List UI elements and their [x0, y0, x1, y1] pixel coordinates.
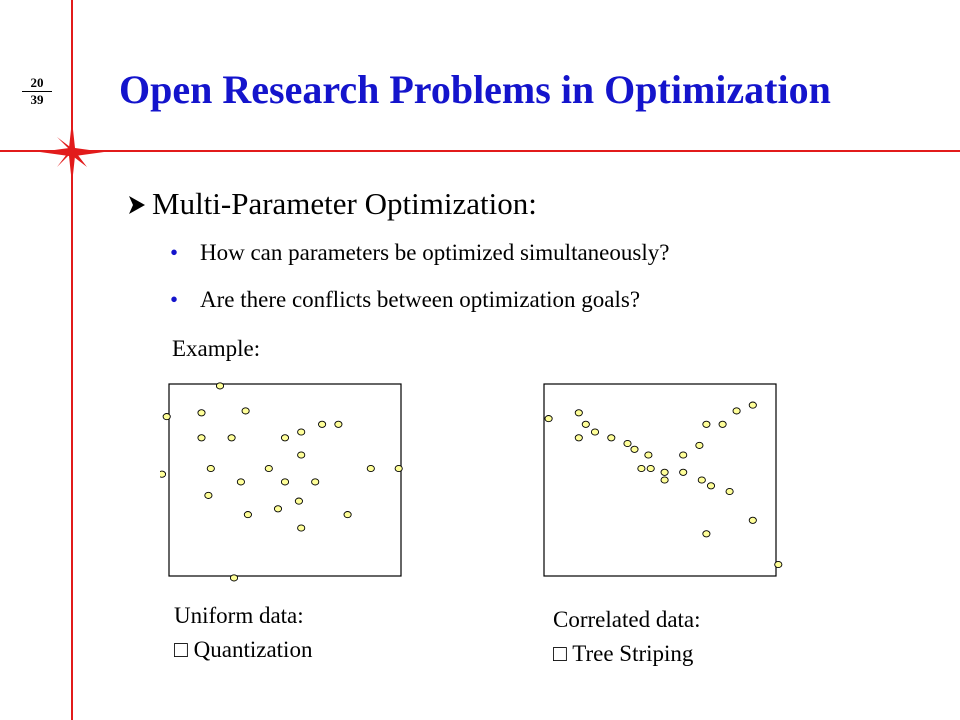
- data-point-9: [638, 465, 645, 471]
- data-point-10: [647, 465, 654, 471]
- data-point-3: [591, 429, 598, 435]
- data-point-13: [680, 452, 687, 458]
- data-point-12: [160, 471, 166, 477]
- data-point-7: [631, 446, 638, 452]
- data-point-17: [696, 442, 703, 448]
- sub-bullet-2: [170, 287, 640, 313]
- data-point-11: [661, 469, 668, 475]
- correlated-caption-line1: Correlated data:: [553, 607, 701, 632]
- data-point-25: [230, 575, 237, 581]
- data-point-18: [395, 465, 402, 471]
- main-bullet: [128, 186, 537, 222]
- data-point-19: [719, 421, 726, 427]
- data-point-17: [367, 465, 374, 471]
- data-point-25: [775, 561, 782, 567]
- data-point-3: [242, 408, 249, 414]
- data-point-24: [703, 531, 710, 537]
- data-point-15: [698, 477, 705, 483]
- data-point-21: [244, 512, 251, 518]
- data-point-0: [545, 416, 552, 422]
- correlated-caption-line2: □ Tree Striping: [553, 641, 694, 666]
- main-bullet-text: Multi-Parameter Optimization:: [152, 186, 537, 221]
- data-point-22: [726, 488, 733, 494]
- data-point-14: [680, 469, 687, 475]
- example-label: Example:: [172, 336, 261, 361]
- data-point-14: [237, 479, 244, 485]
- data-point-22: [274, 506, 281, 512]
- data-point-16: [312, 479, 319, 485]
- data-point-5: [228, 435, 235, 441]
- data-point-5: [608, 435, 615, 441]
- data-point-4: [198, 435, 205, 441]
- data-point-15: [281, 479, 288, 485]
- data-point-1: [216, 383, 223, 389]
- data-point-21: [749, 402, 756, 408]
- arrow-right-icon: [128, 186, 152, 222]
- data-point-2: [198, 410, 205, 416]
- data-point-23: [749, 517, 756, 523]
- bullet-dot-icon: •: [170, 240, 179, 265]
- sub-bullet-1: [170, 240, 669, 266]
- star-burst-icon: [40, 120, 104, 184]
- data-point-23: [344, 512, 351, 518]
- data-point-12: [661, 477, 668, 483]
- data-point-16: [707, 483, 714, 489]
- horizontal-rule: [0, 150, 960, 152]
- data-point-18: [703, 421, 710, 427]
- data-point-2: [582, 421, 589, 427]
- uniform-caption-line1: Uniform data:: [174, 603, 304, 628]
- data-point-9: [335, 421, 342, 427]
- data-point-10: [298, 452, 305, 458]
- vertical-rule: [71, 0, 73, 720]
- page-total: 39: [30, 92, 44, 107]
- data-point-20: [295, 498, 302, 504]
- uniform-data-caption: [174, 599, 312, 667]
- bullet-dot-icon: •: [170, 287, 179, 312]
- correlated-data-caption: [553, 603, 701, 671]
- slide-title: Open Research Problems in Optimization: [119, 67, 831, 112]
- data-point-4: [575, 435, 582, 441]
- data-point-7: [298, 429, 305, 435]
- data-point-8: [319, 421, 326, 427]
- uniform-data-scatter-plot: [160, 375, 420, 585]
- data-point-20: [733, 408, 740, 414]
- data-point-11: [265, 465, 272, 471]
- page-current: 20: [22, 76, 52, 92]
- page-number: [22, 76, 52, 107]
- uniform-caption-line2: □ Quantization: [174, 637, 313, 662]
- sub-bullet-1-text: How can parameters be optimized simultaneously?: [200, 240, 670, 265]
- data-point-1: [575, 410, 582, 416]
- correlated-data-scatter-plot: [535, 375, 795, 585]
- data-point-8: [645, 452, 652, 458]
- data-point-24: [298, 525, 305, 531]
- data-point-19: [205, 492, 212, 498]
- data-point-6: [281, 435, 288, 441]
- sub-bullet-2-text: Are there conflicts between optimization goals?: [200, 287, 641, 312]
- data-point-0: [163, 414, 170, 420]
- data-point-13: [207, 465, 214, 471]
- data-point-6: [624, 440, 631, 446]
